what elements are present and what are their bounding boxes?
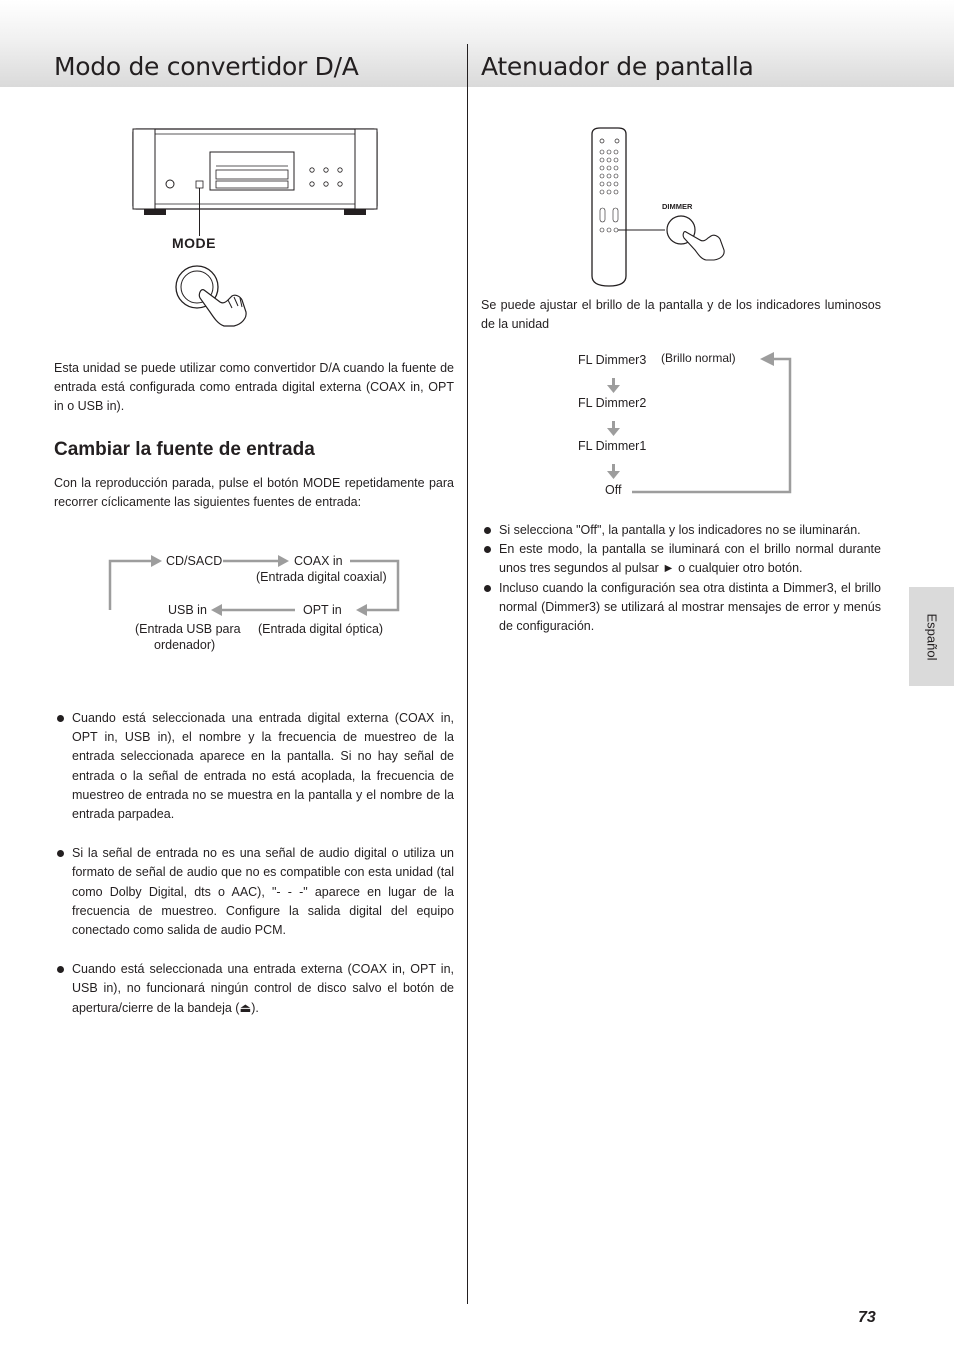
list-item: En este modo, la pantalla se iluminará con el brillo normal durante unos tres segundos al pulsar ► o cualquier otro botón.: [481, 540, 881, 578]
list-item: Si la señal de entrada no es una señal de audio digital o utiliza un formato de señal de audio que no es compatible con esta unidad (tal como Dolby Digital, dts o AAC), "- - -" aparece en lugar de la frecuencia de muestreo. Configure la salida digital del equipo conectado como salida de audio PCM.: [54, 844, 454, 940]
list-item: Incluso cuando la configuración sea otra distinta a Dimmer3, el brillo normal (Dimmer3) se utilizará al mostrar mensajes de error y menús de configuración.: [481, 579, 881, 637]
dimmer-level-3: FL Dimmer3: [578, 353, 647, 367]
cycle-opt-desc: (Entrada digital óptica): [258, 622, 384, 636]
column-divider: [467, 44, 468, 1304]
cycle-coax-in: COAX in: [294, 554, 343, 568]
mode-button-label: MODE: [172, 235, 216, 251]
dimmer-normal-note: (Brillo normal): [661, 351, 736, 365]
dimmer-level-off: Off: [605, 483, 622, 497]
page-number: 73: [858, 1309, 876, 1326]
player-illustration: [130, 126, 380, 226]
dimmer-cycle-arrows: [600, 350, 800, 500]
page-title-da-converter: Modo de convertidor D/A: [54, 52, 359, 81]
dimmer-button-label: DIMMER: [662, 202, 693, 211]
cycle-opt-in: OPT in: [303, 603, 342, 617]
language-tab-label: Español: [924, 613, 939, 660]
page-title-dimmer: Atenuador de pantalla: [481, 52, 754, 81]
list-item: Cuando está seleccionada una entrada externa (COAX in, OPT in, USB in), no funcionará ningún control de disco salvo el botón de apertura/cierre de la bandeja (⏏).: [54, 960, 454, 1018]
cycle-coax-desc: (Entrada digital coaxial): [256, 570, 387, 584]
cycle-cd-sacd: CD/SACD: [166, 554, 223, 568]
dimmer-level-2: FL Dimmer2: [578, 396, 647, 410]
da-intro-text: Esta unidad se puede utilizar como convertidor D/A cuando la fuente de entrada está configurada como entrada digital externa (COAX in, OPT in o USB in).: [54, 361, 454, 413]
dimmer-intro-text: Se puede ajustar el brillo de la pantalla y de los indicadores luminosos de la unidad: [481, 298, 881, 331]
da-notes-list: [54, 709, 454, 1018]
language-tab: [909, 587, 954, 686]
list-item: Cuando está seleccionada una entrada digital externa (COAX in, OPT in, USB in), el nombre y la frecuencia de muestreo de la entrada seleccionada aparece en la pantalla. Si no hay señal de entrada o la señal de entrada no está acoplada, la frecuencia de muestreo de entrada no se muestra en la pantalla y el nombre de la entrada parpadea.: [54, 709, 454, 824]
mode-button-press-icon: [170, 260, 260, 330]
cycle-usb-desc-1: (Entrada USB para: [135, 622, 241, 636]
subheading-change-input: Cambiar la fuente de entrada: [54, 439, 315, 460]
cycle-usb-desc-2: ordenador): [154, 638, 216, 652]
change-input-text: Con la reproducción parada, pulse el botón MODE repetidamente para recorrer cíclicamente las siguientes fuentes de entrada:: [54, 476, 454, 509]
list-item: Si selecciona "Off", la pantalla y los indicadores no se iluminarán.: [481, 521, 881, 540]
input-cycle-arrows: [105, 550, 405, 620]
dimmer-notes-list: [481, 521, 881, 636]
cycle-usb-in: USB in: [168, 603, 207, 617]
dimmer-level-1: FL Dimmer1: [578, 439, 647, 453]
